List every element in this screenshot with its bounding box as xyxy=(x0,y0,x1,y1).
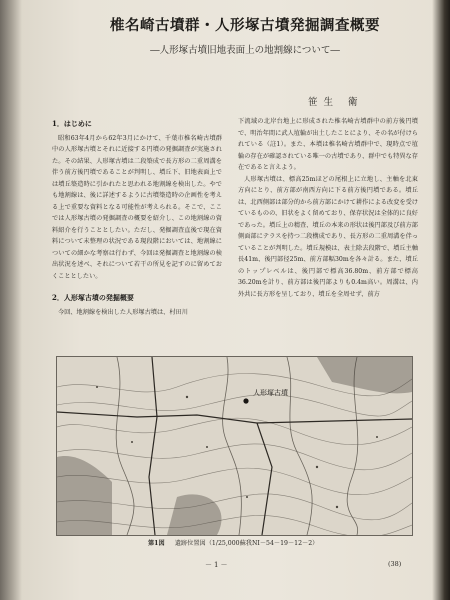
map-site-label: 人形塚古墳 xyxy=(253,389,288,397)
section-text-intro: 昭和63年4月から62年3月にかけて、千葉市椎名崎古墳群中の人形塚古墳とそれに近接する円墳の発掘調査が実施された。その結果、人形塚古墳は二段築成で長方形の二重周溝を伴う前方後円墳であることが判明し、墳丘下、旧地表面上では墳丘築造時に引かれたと思われる地割線を検出した。やでも地割線は、後に詳述するように古墳築造時の企画性を考える上で重要な資料となる可能性が考えられる。そこで、ここでは人形塚古墳の発掘調査の概要を紹介し、この地割線の資料紹介を行うこととしたい。ただし、発掘調査直後で現在資料について未整理の状況である現段階においては、地割線についての細かな考察は行わず、今回は発掘調査と地割線の検出状況を述べ、それについて若干の所見を記すのに留めておくこととしたい。 xyxy=(52,134,222,280)
section-heading-overview: 2．人形塚古墳の発掘概要 xyxy=(52,293,134,302)
page-title: 椎名崎古墳群・人形塚古墳発掘調査概要 xyxy=(110,17,380,34)
right-paragraph-1: 下流域の北岸台地上に形成された椎名崎古墳群中の前方後円墳で、明治年間に武人埴輪が出土したことにより、その名が付けられている（註1）。また、本墳は椎名崎古墳群中で、現時点で埴輪の存在が確認されている唯一の古墳であり、群中でも特異な存在であると言えよう。 xyxy=(238,118,418,171)
site-location-map xyxy=(56,356,413,536)
book-spine-shadow xyxy=(0,0,22,600)
page-edge-shadow xyxy=(432,0,450,600)
section-text-overview: 今回、地割線を検出した人形塚古墳は、村田川 xyxy=(58,308,188,316)
right-paragraph-2: 人形塚古墳は、標高25mほどの尾根上に立地し、主軸を北東方向にとり、前方部が南西方向に下る前方後円墳である。墳丘は、北西側部は部分的から前方部にかけて耕作による改変を受けているものの、旧状をよく留めており、保存状況は全体的に良好であった。墳丘上の精査、墳丘の本来の形状は後円部及び前方部側面部にテラスを持つ二段構成であり、長方形の二重周溝を伴っていることが判明した。墳丘規模は、表土除去段階で、墳丘主軸長41m、後円部径25m、前方部幅30mを各々計る。また、墳丘のトップレベルは、後円部で標高36.80m、前方部で標高36.20mを計り、前方部は後円部よりも0.4m高い。周溝は、内外共に長方形を呈しており、墳丘を全周せず、前方 xyxy=(238,175,418,298)
page-folio: －1－ xyxy=(205,561,230,569)
figure-caption-label: 第1図 xyxy=(148,540,165,547)
left-column xyxy=(52,118,222,318)
section-heading-intro: 1．はじめに xyxy=(52,119,92,128)
figure-caption xyxy=(148,538,318,547)
page-subtitle: ―人形塚古墳旧地表面上の地割線について― xyxy=(150,45,340,56)
figure-caption-text: 遺跡位置図（1/25,000蘇我NI－54－19－12－2） xyxy=(174,540,319,547)
topographic-map-drawing xyxy=(57,357,412,535)
right-column xyxy=(238,116,418,300)
page-number: (38) xyxy=(388,560,402,568)
site-marker-icon xyxy=(243,398,248,403)
author-name: 笹生 衛 xyxy=(308,97,364,108)
